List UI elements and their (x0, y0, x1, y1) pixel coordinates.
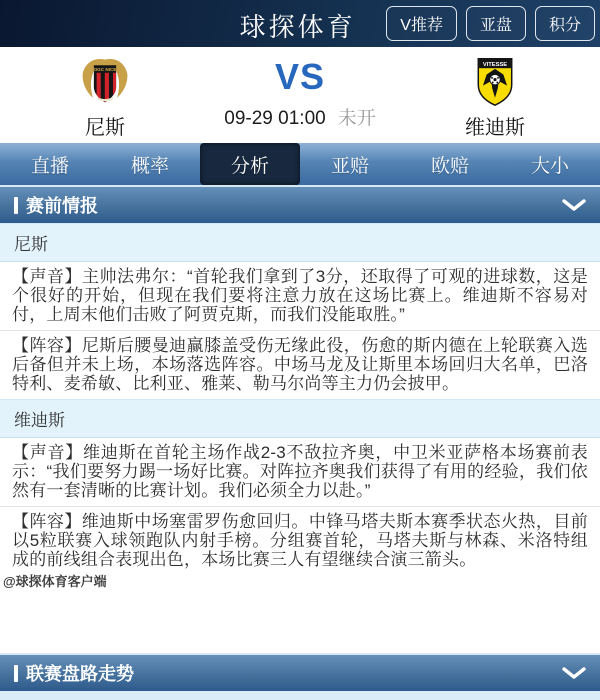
tab-over-under[interactable]: 大小 (530, 155, 569, 177)
tab-bar (0, 143, 600, 185)
standings-button[interactable]: 积分 (535, 6, 595, 41)
intel-away-team-band: 维迪斯 (0, 399, 600, 438)
v-recommend-button[interactable]: V推荐 (386, 6, 457, 41)
home-team (0, 55, 210, 140)
match-header (0, 47, 600, 143)
tab-asian-odds[interactable]: 亚赔 (330, 155, 369, 177)
intel-home-team-band: 尼斯 (0, 223, 600, 262)
match-center (210, 55, 390, 130)
intel-home-voice-paragraph: 【声音】主帅法弗尔：“首轮我们拿到了3分，还取得了可观的进球数，这是个很好的开始，但现在我们要将注意力放在这场比赛上。维迪斯不容易对付，上周末他们击败了阿贾克斯，而我们没能取胜。” (12, 267, 588, 324)
home-team-name: 尼斯 (85, 117, 125, 139)
bottom-strip (0, 691, 600, 700)
vs-label: VS (274, 56, 326, 97)
tab-live[interactable]: 直播 (30, 155, 69, 177)
section-marker (14, 197, 18, 214)
nice-crest-text: OGC NICE (93, 66, 117, 72)
away-team (390, 55, 600, 140)
section-title-league-trend: 联赛盘路走势 (26, 664, 134, 684)
topbar-buttons (377, 0, 595, 47)
section-header-league-trend[interactable] (0, 653, 600, 691)
ogc-nice-crest-icon (79, 55, 131, 107)
section-marker (14, 665, 18, 682)
intel-away-voice-paragraph: 【声音】维迪斯在首轮主场作战2-3不敌拉齐奥，中卫米亚萨格本场赛前表示：“我们要努力踢一场好比赛。对阵拉齐奥我们获得了有用的经验，我们依然有一套清晰的比赛计划。我们必须全力以赴。” (12, 443, 588, 500)
chevron-down-icon (562, 667, 586, 680)
tab-analysis[interactable]: 分析 (200, 143, 300, 185)
match-status-badge: 未开 (337, 108, 376, 129)
vitesse-crest-text: VITESSE (482, 62, 508, 69)
section-header-pre-match-intel[interactable] (0, 185, 600, 223)
intel-home-lineup-paragraph: 【阵容】尼斯后腰曼迪赢膝盖受伤无缘此役，伤愈的斯内德在上轮联赛入选后备但并未上场，本场落选阵容。中场马龙及让斯里本场回归大名单，巴洛特利、麦希敏、比利亚、雅莱、勒马尔尚等主力仍会披甲。 (0, 330, 600, 399)
section-title-pre-match: 赛前情报 (26, 196, 98, 216)
vitesse-crest-icon (469, 55, 521, 107)
match-datetime: 09-29 01:00 (224, 108, 326, 129)
chevron-down-icon (562, 199, 586, 212)
away-team-name: 维迪斯 (465, 117, 525, 139)
tab-euro-odds[interactable]: 欧赔 (430, 155, 469, 177)
intel-away-lineup-paragraph: 【阵容】维迪斯中场塞雷罗伤愈回归。中锋马塔夫斯本赛季状态火热，目前以5粒联赛入球领跑队内射手榜。分组赛首轮，马塔夫斯与林森、米洛特组成的前线组合表现出色，本场比赛三人有望继续合演三箭头。 (0, 506, 600, 575)
app-watermark: @球探体育客户端 (3, 574, 107, 589)
match-time-row (224, 103, 375, 130)
top-app-bar (0, 0, 600, 47)
app-title: 球探体育 (239, 11, 356, 42)
tab-probability[interactable]: 概率 (130, 155, 169, 177)
asian-handicap-button[interactable]: 亚盘 (466, 6, 526, 41)
